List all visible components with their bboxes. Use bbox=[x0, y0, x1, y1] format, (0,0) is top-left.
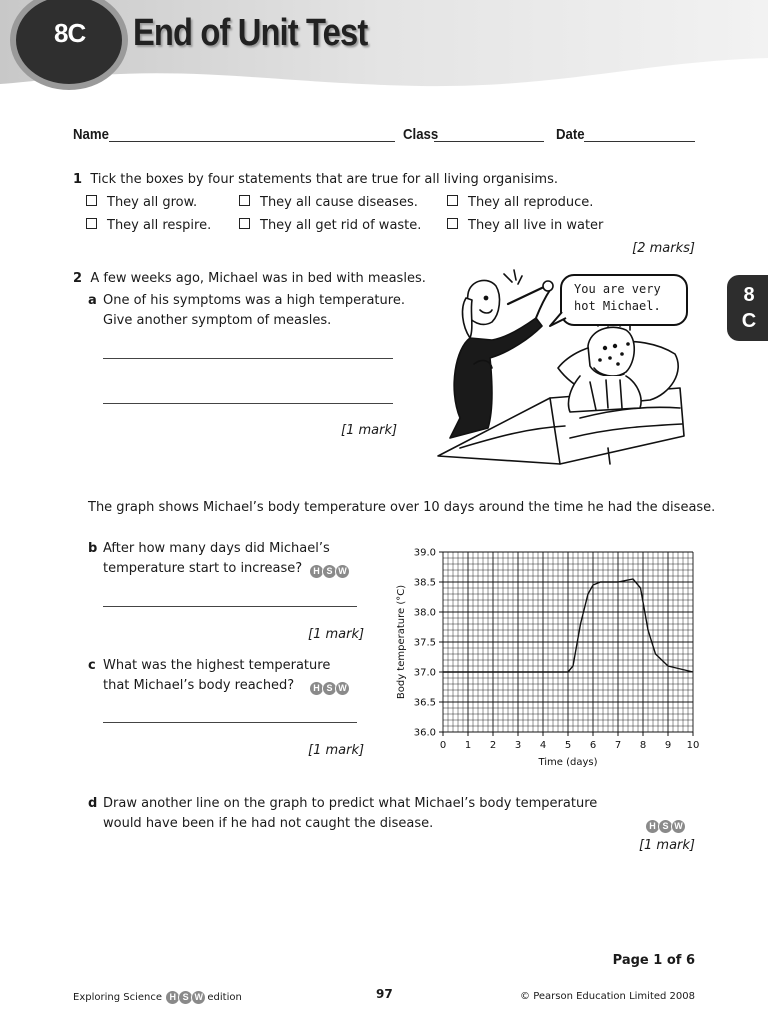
date-label: Date bbox=[556, 126, 585, 143]
y-tick-label: 38.0 bbox=[413, 607, 436, 619]
q1-option-grow: They all grow. bbox=[107, 195, 198, 210]
q2c-answer-line[interactable] bbox=[103, 722, 357, 723]
q2d-line1: Draw another line on the graph to predict what Michael’s body temperature bbox=[103, 796, 598, 811]
q2-prompt bbox=[73, 269, 426, 289]
x-tick-label: 10 bbox=[686, 740, 700, 751]
q2a-marks: [1 mark] bbox=[341, 423, 398, 438]
x-tick-label: 0 bbox=[439, 740, 447, 751]
q2b-hsw-badge bbox=[309, 559, 348, 579]
q1-text: Tick the boxes by four statements that are true for all living organisims. bbox=[90, 172, 558, 187]
q2b-label: b bbox=[88, 541, 98, 556]
y-axis-label: Body temperature (°C) bbox=[396, 584, 407, 700]
q2a-answer-line-1[interactable] bbox=[103, 358, 393, 359]
class-field[interactable] bbox=[434, 141, 544, 142]
q2d-marks: [1 mark] bbox=[638, 838, 695, 853]
q2c-label: c bbox=[88, 658, 96, 673]
x-axis-label: Time (days) bbox=[538, 757, 598, 768]
q2a-answer-line-2[interactable] bbox=[103, 403, 393, 404]
temperature-chart[interactable] bbox=[380, 540, 710, 780]
x-tick-label: 5 bbox=[564, 740, 572, 751]
q1-checkbox-respire[interactable] bbox=[86, 218, 97, 229]
q2b-line2: temperature start to increase? bbox=[103, 561, 303, 576]
x-tick-label: 1 bbox=[464, 740, 472, 751]
page-title: End of Unit Test bbox=[133, 12, 368, 54]
hsw-h-icon: H bbox=[309, 681, 324, 696]
page-number: 97 bbox=[376, 987, 393, 1001]
x-tick-label: 9 bbox=[664, 740, 672, 751]
class-label: Class bbox=[403, 126, 439, 143]
q2-intro: A few weeks ago, Michael was in bed with measles. bbox=[90, 271, 426, 286]
q2b-line1: After how many days did Michael’s bbox=[103, 541, 330, 556]
footer-book-title bbox=[73, 990, 242, 1005]
q1-option-waste: They all get rid of waste. bbox=[260, 218, 422, 233]
q2d-label: d bbox=[88, 796, 98, 811]
hsw-s-icon: S bbox=[178, 990, 193, 1005]
q1-checkbox-waste[interactable] bbox=[239, 218, 250, 229]
q2c-hsw-badge bbox=[309, 676, 348, 696]
q1-number: 1 bbox=[73, 172, 83, 187]
q2a-label: a bbox=[88, 293, 97, 308]
q1-option-respire: They all respire. bbox=[107, 218, 212, 233]
date-field[interactable] bbox=[584, 141, 695, 142]
hsw-w-icon: W bbox=[191, 990, 206, 1005]
q1-checkbox-grow[interactable] bbox=[86, 195, 97, 206]
q1-marks: [2 marks] bbox=[632, 241, 695, 256]
q1-prompt bbox=[73, 170, 558, 190]
footer-book-left: Exploring Science bbox=[73, 992, 162, 1003]
q2-number: 2 bbox=[73, 271, 83, 286]
hsw-w-icon: W bbox=[671, 819, 686, 834]
y-tick-label: 36.5 bbox=[413, 697, 436, 709]
q1-option-reproduce: They all reproduce. bbox=[468, 195, 594, 210]
q2a-line2: Give another symptom of measles. bbox=[103, 313, 332, 328]
y-tick-label: 38.5 bbox=[413, 577, 436, 589]
hsw-h-icon: H bbox=[309, 564, 324, 579]
y-tick-label: 37.5 bbox=[413, 637, 436, 649]
q2b-answer-line[interactable] bbox=[103, 606, 357, 607]
x-tick-label: 2 bbox=[489, 740, 497, 751]
q2c-line2: that Michael’s body reached? bbox=[103, 678, 295, 693]
x-tick-label: 6 bbox=[589, 740, 597, 751]
q2d-line2: would have been if he had not caught the disease. bbox=[103, 816, 434, 831]
y-tick-label: 36.0 bbox=[413, 727, 436, 739]
hsw-h-icon: H bbox=[165, 990, 180, 1005]
q1-option-water: They all live in water bbox=[468, 218, 604, 233]
y-tick-label: 37.0 bbox=[413, 667, 436, 679]
q1-checkbox-water[interactable] bbox=[447, 218, 458, 229]
footer-hsw-badge bbox=[165, 990, 204, 1005]
hsw-w-icon: W bbox=[335, 681, 350, 696]
graph-intro: The graph shows Michael’s body temperature over 10 days around the time he had the disease. bbox=[88, 500, 716, 515]
x-tick-label: 3 bbox=[514, 740, 522, 751]
y-tick-label: 39.0 bbox=[413, 547, 436, 559]
hsw-s-icon: S bbox=[658, 819, 673, 834]
x-tick-label: 8 bbox=[639, 740, 647, 751]
name-label: Name bbox=[73, 126, 109, 143]
speech-bubble bbox=[560, 274, 688, 326]
page-of-label: Page 1 of 6 bbox=[612, 953, 695, 968]
q2d-hsw-badge bbox=[645, 814, 684, 834]
copyright: © Pearson Education Limited 2008 bbox=[520, 991, 695, 1002]
speech-line2: hot Michael. bbox=[574, 299, 661, 313]
side-tab bbox=[727, 275, 768, 341]
speech-tail bbox=[548, 310, 568, 330]
side-tab-line2: C bbox=[741, 310, 757, 332]
x-tick-label: 4 bbox=[539, 740, 547, 751]
q1-checkbox-diseases[interactable] bbox=[239, 195, 250, 206]
hsw-s-icon: S bbox=[322, 681, 337, 696]
q2c-line1: What was the highest temperature bbox=[103, 658, 331, 673]
q1-checkbox-reproduce[interactable] bbox=[447, 195, 458, 206]
x-tick-label: 7 bbox=[614, 740, 622, 751]
q1-option-diseases: They all cause diseases. bbox=[260, 195, 418, 210]
side-tab-line1: 8 bbox=[743, 284, 755, 306]
hsw-h-icon: H bbox=[645, 819, 660, 834]
name-field[interactable] bbox=[109, 141, 395, 142]
q2b-marks: [1 mark] bbox=[308, 627, 365, 642]
footer-book-right: edition bbox=[207, 992, 242, 1003]
q2a-line1: One of his symptoms was a high temperature. bbox=[103, 293, 405, 308]
speech-line1: You are very bbox=[574, 282, 661, 296]
hsw-s-icon: S bbox=[322, 564, 337, 579]
hsw-w-icon: W bbox=[335, 564, 350, 579]
q2c-marks: [1 mark] bbox=[308, 743, 365, 758]
unit-code: 8C bbox=[54, 18, 86, 48]
